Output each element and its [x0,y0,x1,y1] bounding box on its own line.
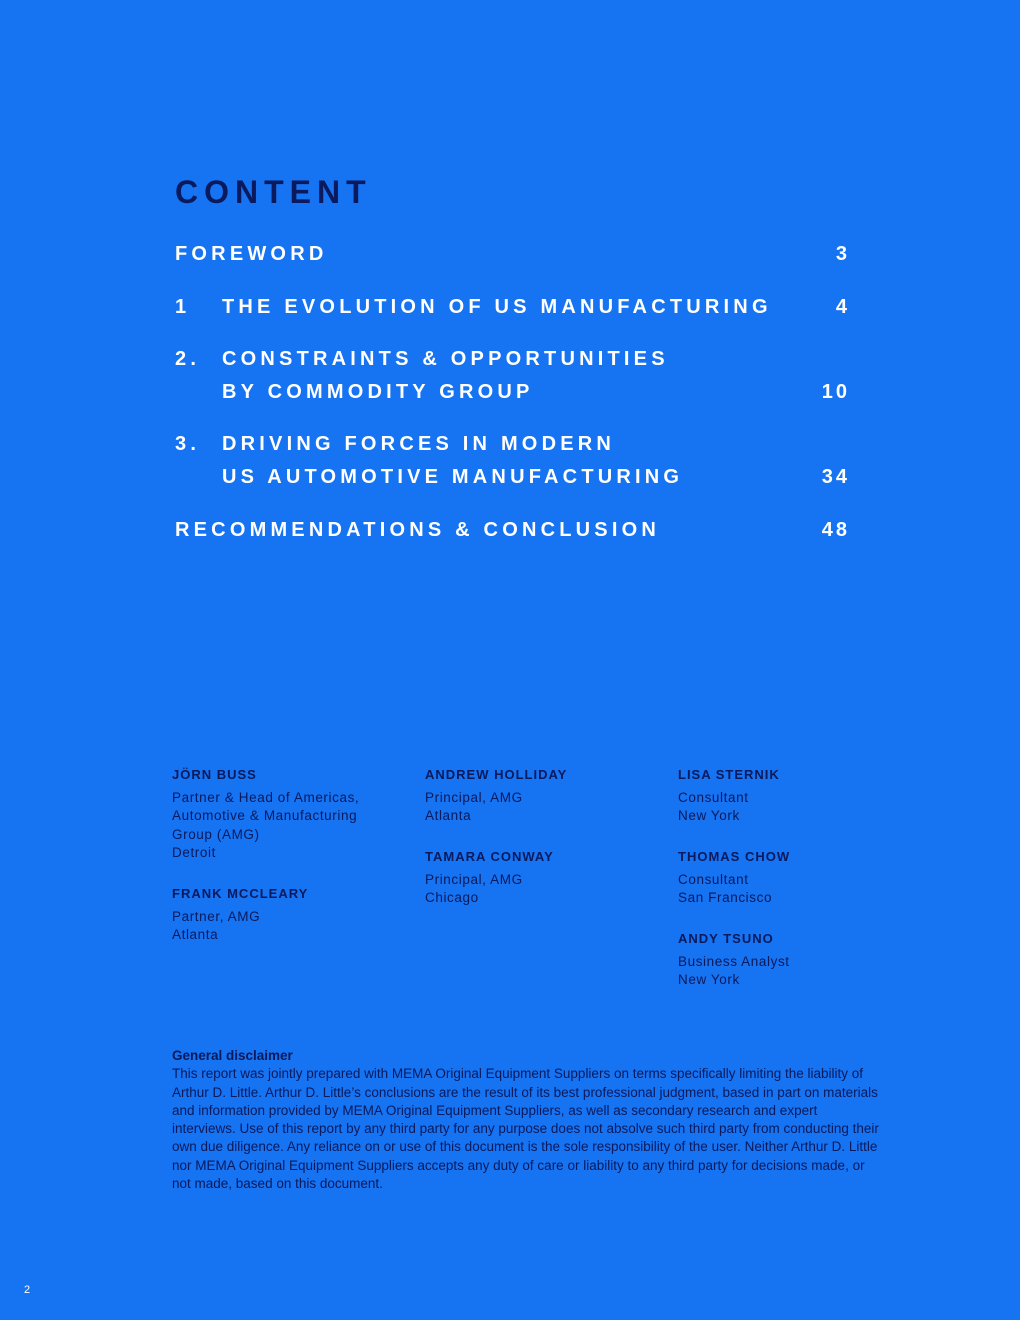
author-name: THOMAS CHOW [678,848,791,864]
toc-entry-number: 3. [175,433,201,455]
author-title: Principal, AMG [425,790,523,805]
toc-entry-chapter-2[interactable] [175,347,850,413]
author-card [425,766,665,826]
author-title: Partner, AMG [172,908,261,924]
author-name: FRANK MCCLEARY [172,885,309,901]
author-name: ANDREW HOLLIDAY [425,767,568,782]
toc-entry-title: FOREWORD [175,243,328,265]
authors-column-1 [172,766,412,966]
toc-entry-number: 1 [175,296,191,318]
toc-entry-title-line-2: US AUTOMOTIVE MANUFACTURING [222,466,684,488]
author-location: New York [678,972,740,988]
toc-entry-page: 10 [821,381,850,403]
author-title: Partner & Head of Americas, [172,790,360,805]
authors-column-3 [678,766,918,1011]
toc-entry-chapter-1[interactable] [175,295,850,328]
page-number: 2 [24,1284,31,1296]
author-location: New York [678,808,740,824]
author-card [172,766,412,863]
toc-entry-number: 2. [175,348,201,370]
author-title: Consultant [678,790,749,805]
author-location: Atlanta [172,927,219,943]
disclaimer-text: This report was jointly prepared with MEMA Original Equipment Suppliers on terms specifically limiting the liability of Arthur D. Little. Arthur D. Little’s conclusions are the result of its best professional judgment, based in part on materials and information provided by MEMA Original Equipment Suppliers, as well as secondary research and expert interviews. Use of this report by any third party for any purpose does not absolve such third party from conducting their own due diligence. Any reliance on or use of this document is the sole responsibility of the user. Neither Arthur D. Little nor MEMA Original Equipment Suppliers accepts any duty of care or liability to any third party for decisions made, or not made, based on this document. [172,1066,879,1192]
toc-entry-title: THE EVOLUTION OF US MANUFACTURING [222,296,772,318]
author-card [425,848,665,908]
author-card [678,766,918,826]
toc-entry-title-line-1: DRIVING FORCES IN MODERN [222,433,616,455]
toc-entry-chapter-3[interactable] [175,432,850,498]
author-location: Atlanta [425,808,472,824]
toc-entry-page: 48 [821,519,850,541]
authors-column-2 [425,766,665,930]
author-title: Group (AMG) [172,826,260,842]
page-title: CONTENT [175,174,372,210]
author-location: Detroit [172,845,216,861]
author-location: San Francisco [678,890,773,906]
author-title: Consultant [678,871,749,887]
author-name: LISA STERNIK [678,767,780,782]
toc-entry-page: 4 [835,296,850,318]
author-title: Automotive & Manufacturing [172,808,358,824]
author-title: Business Analyst [678,953,790,969]
author-name: JÖRN BUSS [172,767,257,782]
author-name: TAMARA CONWAY [425,848,554,864]
author-name: ANDY TSUNO [678,930,774,946]
author-card [172,885,412,945]
toc-entry-foreword[interactable] [175,242,850,275]
toc-entry-recommendations[interactable] [175,518,850,551]
general-disclaimer [172,1047,882,1193]
toc-entry-title: RECOMMENDATIONS & CONCLUSION [175,519,661,541]
disclaimer-title: General disclaimer [172,1048,293,1063]
toc-entry-title-line-2: BY COMMODITY GROUP [222,381,534,403]
toc-entry-title-line-1: CONSTRAINTS & OPPORTUNITIES [222,348,669,370]
author-card [678,848,918,908]
author-card [678,930,918,990]
author-location: Chicago [425,890,479,906]
toc-entry-page: 34 [821,466,850,488]
author-title: Principal, AMG [425,871,523,887]
toc-entry-page: 3 [835,243,850,265]
